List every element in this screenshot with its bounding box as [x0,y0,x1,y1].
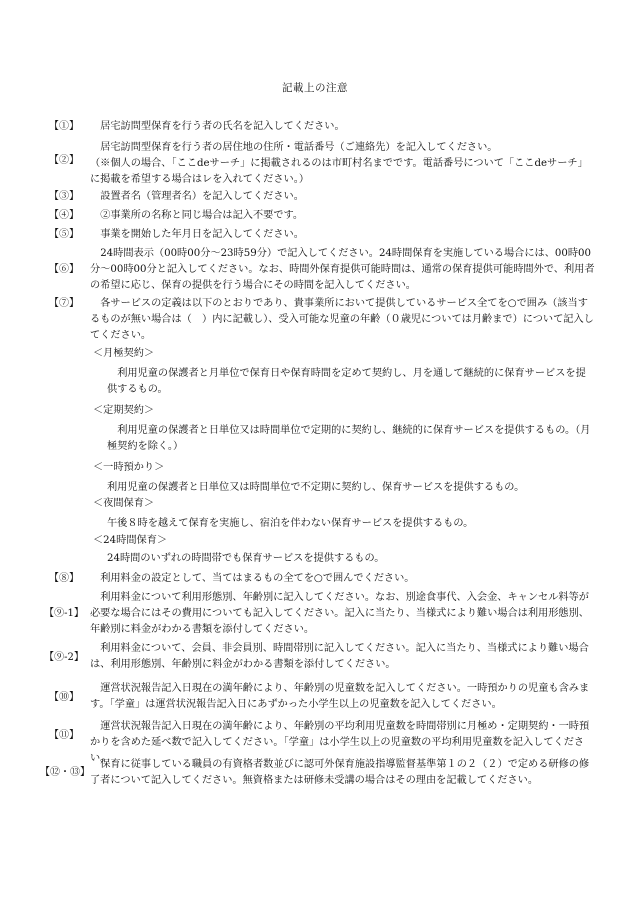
service-heading: ＜一時預かり＞ [93,462,165,473]
item-marker: 【⑨-2】 [44,652,84,663]
item-marker: 【⑫・⑬】 [40,767,90,778]
item-text: 各サービスの定義は以下のとおりであり、貴事業所において提供しているサービス全てを○で囲み（該当するものが無い場合は（ ）内に記載し）、受入可能な児童の年齢（０歳児については月齢まで）について記入してください。 [90,298,594,341]
item-text: 24時間表示（00時00分～23時59分）で記入してください。24時間保育を実施している場合には、00時00分～00時00分と記入してください。なお、時間外保育提供可能時間は、通常の保育提供可能時間外で、利用者の希望に応じ、保育の提供を行う場合にその時間を記入してください。 [90,248,595,291]
item-text: 設置者名（管理者名）を記入してください。 [100,191,304,202]
item-text: 利用料金の設定として、当てはまるもの全てを○で囲んでください。 [100,573,415,584]
item-marker: 【⑨-1】 [44,608,84,619]
item-marker: 【②】 [49,155,79,166]
item-text: 利用料金について利用形態別、年齢別に記入してください。なお、別途食事代、入会金、キャンセル料等が必要な場合にはその費用についても記入してください。記入に当たり、当様式により難い場合は利用形態別、年齢別に料金がわかる書類を添付してください。 [90,592,589,635]
item-text: 居宅訪問型保育を行う者の氏名を記入してください。 [100,121,345,132]
item-marker: 【①】 [49,121,79,132]
service-text: 利用児童の保護者と日単位又は時間単位で不定期に契約し、保育サービスを提供するもの。 [107,482,525,493]
item-marker: 【⑩】 [49,692,79,703]
item-text: 保育に従事している職員の有資格者数並びに認可外保育施設指導監督基準第１の２（２）で定める研修の修了者について記入してください。無資格または研修未受講の場合はその理由を記載してください。 [90,759,590,786]
item-text: 利用料金について、会員、非会員別、時間帯別に記入してください。記入に当たり、当様式により難い場合は、利用形態別、年齢別に料金がわかる書類を添付してください。 [90,643,589,670]
service-text: 利用児童の保護者と月単位で保育日や保育時間を定めて契約し、月を通して継続的に保育サービスを提供するもの。 [107,368,586,395]
service-text: 利用児童の保護者と日単位又は時間単位で定期的に契約し、継続的に保育サービスを提供するもの。（月極契約を除く。） [107,425,591,452]
page-title: 記載上の注意 [282,82,348,94]
service-heading: ＜月極契約＞ [93,348,155,359]
service-heading: ＜24時間保育＞ [93,535,168,546]
service-heading: ＜夜間保育＞ [93,498,155,509]
item-marker: 【⑦】 [49,298,79,309]
item-text: 運営状況報告記入日現在の満年齢により、年齢別の児童数を記入してください。一時預かりの児童も含みます。「学童」は運営状況報告記入日にあずかった小学生以上の児童数を記入してください。 [90,683,590,710]
item-marker: 【⑥】 [49,264,79,275]
item-text: 運営状況報告記入日現在の満年齢により、年齢別の平均利用児童数を時間帯別に月極め・定期契約・一時預かりを含めた延べ数で記入してください。「学童」は小学生以上の児童数の平均利用児童数を記入してください。 [90,721,590,764]
service-text: 24時間のいずれの時間帯でも保育サービスを提供するもの。 [107,553,385,564]
item-text-line1: 居宅訪問型保育を行う者の居住地の住所・電話番号（ご連絡先）を記入してください。 [100,142,498,153]
item-text-line2: （※個人の場合、「ここdeサーチ」に掲載されるのは市町村名までです。電話番号について「ここdeサーチ」に掲載を希望する場合はレを入れてください。） [90,158,588,185]
item-marker: 【④】 [49,210,79,221]
item-text: ②事業所の名称と同じ場合は記入不要です。 [100,210,304,221]
item-marker: 【③】 [49,191,79,202]
item-marker: 【⑤】 [49,229,79,240]
item-marker: 【⑧】 [49,573,79,584]
item-marker: 【⑪】 [49,730,79,741]
service-heading: ＜定期契約＞ [93,405,155,416]
service-text: 午後８時を越えて保育を実施し、宿泊を伴わない保育サービスを提供するもの。 [107,518,474,529]
item-text: 事業を開始した年月日を記入してください。 [100,229,304,240]
